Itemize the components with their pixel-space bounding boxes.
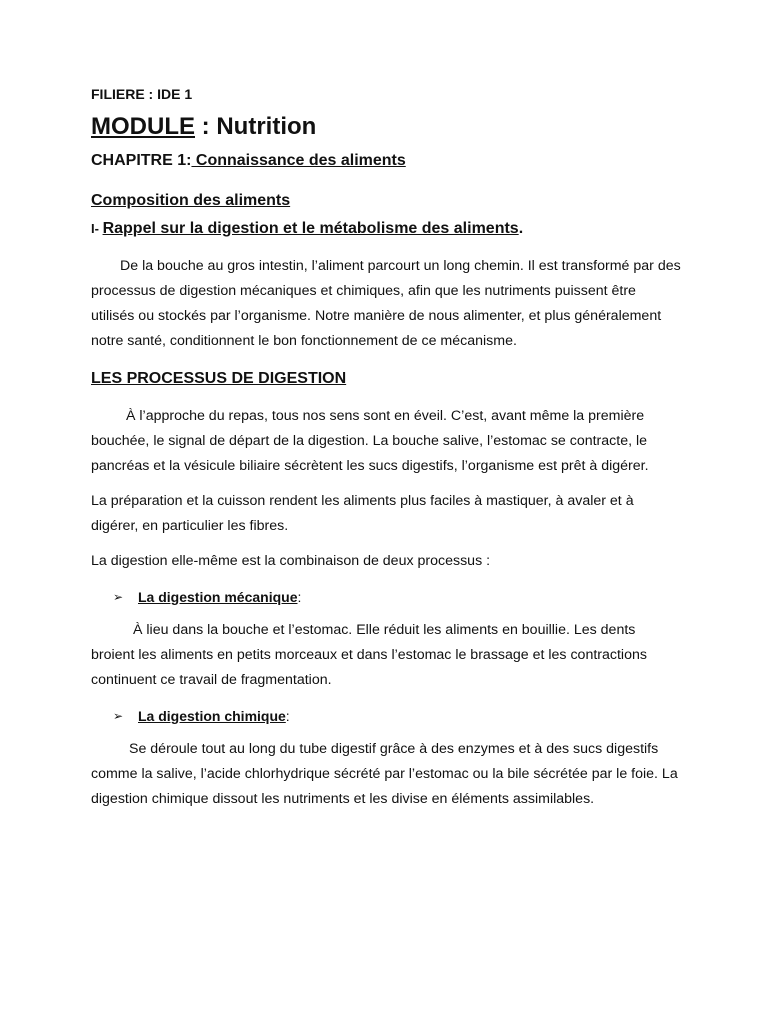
arrow-bullet-icon: ➢ [113,709,124,723]
module-name: : Nutrition [195,113,317,140]
bullet-chemical-suffix: : [285,708,290,724]
bullet-mechanical-label: La digestion mécanique [138,589,298,605]
paragraph-mechanical: À lieu dans la bouche et l’estomac. Elle réduit les aliments en bouillie. Les dents broient les aliments en petits morceaux et dans l’estomac le brassage et les contractions continuent ce travail de fragmentation. [91,622,647,688]
bullet-chemical [113,705,681,727]
chapter-prefix: CHAPITRE 1: [91,152,192,169]
bullet-chemical-label: La digestion chimique [138,708,286,724]
document-page [91,84,681,812]
module-word: MODULE [91,113,195,140]
chapter-name: Connaissance des aliments [191,152,406,169]
bullet-mechanical [113,586,681,608]
rappel-text: Rappel sur la digestion et le métabolisme des aliments [102,220,519,237]
rappel-period: . [518,220,524,237]
filiere-label: FILIERE : IDE 1 [91,86,193,102]
bullet-mechanical-suffix: : [297,589,302,605]
paragraph-chemical: Se déroule tout au long du tube digestif grâce à des enzymes et à des sucs digestifs comme la salive, l’acide chlorhydrique sécrété par l’estomac ou la bile sécrétée par le foie. La digestion chimique dissout les nutriments et les divise en éléments assimilables. [91,741,678,807]
paragraph-approach: À l’approche du repas, tous nos sens sont en éveil. C’est, avant même la première bouchée, le signal de départ de la digestion. La bouche salive, l’estomac se contracte, le pancréas et la vésicule biliaire sécrètent les sucs digestifs, l’organisme est prêt à digérer. [91,408,649,474]
section-heading: LES PROCESSUS DE DIGESTION [91,370,347,387]
paragraph-preparation: La préparation et la cuisson rendent les aliments plus faciles à mastiquer, à avaler et à digérer, en particulier les fibres. [91,493,634,534]
rappel-heading [91,218,681,240]
module-title [91,112,681,142]
composition-heading: Composition des aliments [91,192,291,209]
rappel-number: I- [91,221,103,236]
chapter-title [91,150,681,172]
intro-paragraph: De la bouche au gros intestin, l’aliment parcourt un long chemin. Il est transformé par des processus de digestion mécaniques et chimiques, afin que les nutriments puissent être utilisés ou stockés par l’organisme. Notre manière de nous alimenter, et plus généralement notre santé, conditionnent le bon fonctionnement de ce mécanisme. [91,258,681,349]
paragraph-two-processes: La digestion elle-même est la combinaison de deux processus : [91,553,491,569]
arrow-bullet-icon: ➢ [113,590,124,604]
